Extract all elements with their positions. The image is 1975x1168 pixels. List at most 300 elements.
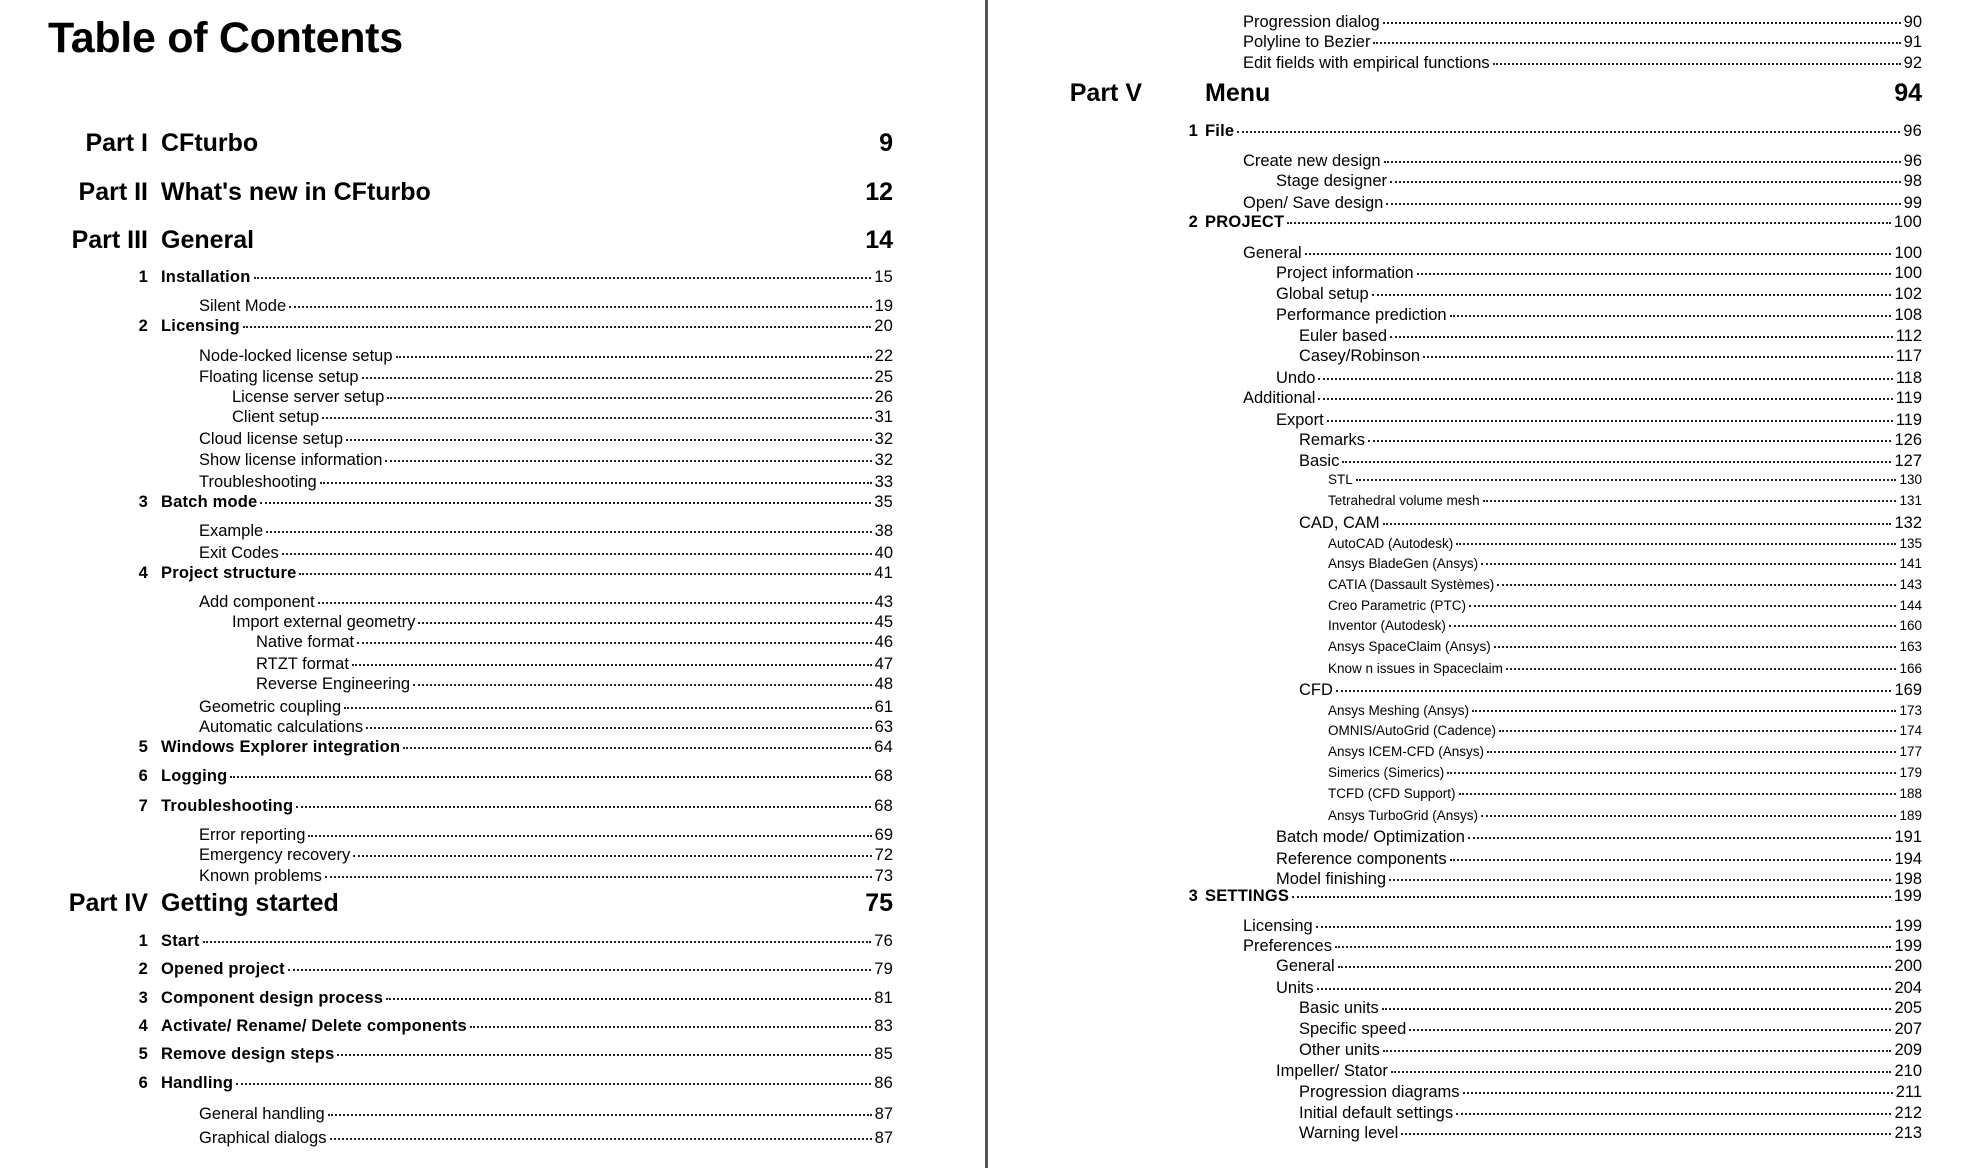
entry-title: Emergency recovery [199, 846, 351, 864]
toc-entry[interactable] [1276, 409, 1922, 431]
entry-title: Add component [199, 593, 315, 611]
entry-title: Ansys TurboGrid (Ansys) [1328, 808, 1479, 823]
dot-leader [230, 776, 871, 778]
dot-leader [337, 1054, 871, 1056]
entry-title: Know n issues in Spaceclaim [1328, 661, 1503, 676]
toc-entry[interactable] [1328, 785, 1922, 803]
page-number: 32 [874, 451, 893, 469]
toc-entry[interactable] [232, 386, 893, 408]
toc-entry[interactable] [199, 295, 893, 317]
toc-chapter-entry[interactable] [138, 765, 893, 787]
toc-entry[interactable] [256, 631, 893, 653]
page-number: 130 [1899, 472, 1922, 487]
chapter-number: 4 [138, 1017, 148, 1035]
toc-part-entry[interactable] [68, 887, 893, 919]
dot-leader [1237, 131, 1900, 133]
entry-title: Open/ Save design [1243, 194, 1384, 212]
toc-entry[interactable] [1328, 660, 1922, 678]
page-number: 46 [874, 633, 893, 651]
dot-leader [1497, 584, 1896, 586]
dot-leader [1456, 543, 1896, 545]
entry-title: Basic [1299, 452, 1340, 470]
toc-entry[interactable] [1276, 1060, 1922, 1082]
toc-entry[interactable] [1328, 576, 1922, 594]
dot-leader [386, 998, 871, 1000]
page-number: 132 [1894, 514, 1922, 532]
page-number: 40 [874, 544, 893, 562]
toc-entry[interactable] [1299, 1039, 1922, 1061]
page-number: 69 [874, 826, 893, 844]
chapter-number: 1 [138, 268, 148, 286]
toc-part-entry[interactable] [78, 176, 893, 208]
page-number: 199 [1893, 887, 1922, 905]
toc-entry[interactable] [1276, 977, 1922, 999]
toc-entry[interactable] [1299, 997, 1922, 1019]
toc-entry[interactable] [232, 611, 893, 633]
entry-title: Batch mode/ Optimization [1276, 828, 1465, 846]
page-number: 73 [874, 867, 893, 885]
dot-leader [1318, 398, 1892, 400]
dot-leader [308, 835, 871, 837]
entry-title: Specific speed [1299, 1020, 1407, 1038]
toc-chapter-entry[interactable] [138, 736, 893, 758]
dot-leader [1292, 896, 1891, 898]
page-number: 22 [874, 347, 893, 365]
entry-title: Opened project [161, 960, 285, 978]
dot-leader [1481, 815, 1896, 817]
page-number: 143 [1899, 577, 1922, 592]
entry-title: Error reporting [199, 826, 306, 844]
toc-entry[interactable] [1328, 617, 1922, 635]
toc-entry[interactable] [199, 696, 893, 718]
dot-leader [346, 439, 872, 441]
entry-title: CATIA (Dassault Systèmes) [1328, 577, 1495, 592]
entry-title: Warning level [1299, 1124, 1399, 1142]
page-number: 212 [1894, 1104, 1922, 1122]
page-number: 45 [874, 613, 893, 631]
dot-leader [325, 876, 872, 878]
toc-entry[interactable] [199, 865, 893, 887]
entry-title: Undo [1276, 369, 1316, 387]
dot-leader [1356, 479, 1897, 481]
entry-title: Show license information [199, 451, 383, 469]
toc-entry[interactable] [1328, 555, 1922, 573]
dot-leader [1487, 751, 1896, 753]
entry-title: Tetrahedral volume mesh [1328, 493, 1480, 508]
chapter-number: 2 [138, 960, 148, 978]
dot-leader [1316, 926, 1892, 928]
toc-entry[interactable] [199, 520, 893, 542]
chapter-number: 1 [138, 932, 148, 950]
entry-title: Euler based [1299, 327, 1388, 345]
entry-title: Model finishing [1276, 870, 1387, 888]
page-number: 119 [1895, 411, 1922, 429]
entry-title: Remarks [1299, 431, 1366, 449]
dot-leader [1383, 22, 1901, 24]
toc-entry[interactable] [1328, 722, 1922, 740]
toc-entry[interactable] [1243, 52, 1922, 74]
entry-title: Impeller/ Stator [1276, 1062, 1388, 1080]
entry-title: OMNIS/AutoGrid (Cadence) [1328, 723, 1497, 738]
chapter-number: 4 [138, 564, 148, 582]
page-number: 14 [865, 226, 893, 254]
toc-chapter-entry[interactable] [1188, 211, 1922, 233]
toc-entry[interactable] [1299, 450, 1922, 472]
toc-entry[interactable] [1243, 387, 1922, 409]
entry-title: Reverse Engineering [256, 675, 411, 693]
dot-leader [296, 806, 871, 808]
page-number: 68 [874, 767, 893, 785]
dot-leader [385, 460, 871, 462]
entry-title: Known problems [199, 867, 322, 885]
part-number: Part I [85, 129, 148, 157]
entry-title: Getting started [161, 889, 339, 917]
page-number: 91 [1903, 33, 1922, 51]
toc-entry[interactable] [199, 428, 893, 450]
toc-chapter-entry[interactable] [138, 930, 893, 952]
toc-entry[interactable] [1299, 325, 1922, 347]
page-number: 26 [874, 388, 893, 406]
entry-title: License server setup [232, 388, 385, 406]
toc-entry[interactable] [1328, 638, 1922, 656]
toc-entry[interactable] [199, 449, 893, 471]
page-number: 100 [1893, 213, 1922, 231]
dot-leader [289, 306, 872, 308]
toc-entry[interactable] [1243, 150, 1922, 172]
page-number: 211 [1895, 1083, 1922, 1101]
toc-chapter-entry[interactable] [138, 315, 893, 337]
toc-entry[interactable] [199, 366, 893, 388]
dot-leader [1417, 273, 1892, 275]
page-number: 189 [1899, 808, 1922, 823]
page-number: 86 [874, 1074, 893, 1092]
dot-leader [1383, 523, 1892, 525]
toc-entry[interactable] [199, 824, 893, 846]
toc-entry[interactable] [1328, 807, 1922, 825]
toc-entry[interactable] [1276, 848, 1922, 870]
entry-title: CFturbo [161, 129, 259, 157]
page-number: 87 [874, 1105, 893, 1123]
entry-title: Additional [1243, 389, 1316, 407]
toc-entry[interactable] [1276, 283, 1922, 305]
toc-entry[interactable] [199, 716, 893, 738]
toc-entry[interactable] [1328, 492, 1922, 510]
toc-part-entry[interactable] [71, 224, 893, 256]
toc-chapter-entry[interactable] [1188, 885, 1922, 907]
chapter-number: 3 [138, 989, 148, 1007]
entry-title: Progression dialog [1243, 13, 1380, 31]
page-number: 68 [874, 797, 893, 815]
entry-title: Simerics (Simerics) [1328, 765, 1445, 780]
toc-entry[interactable] [1299, 1102, 1922, 1124]
page-number: 15 [874, 268, 893, 286]
page-number: 127 [1894, 452, 1922, 470]
toc-entry[interactable] [1276, 367, 1922, 389]
dot-leader [1372, 294, 1892, 296]
entry-title: Inventor (Autodesk) [1328, 618, 1446, 633]
toc-chapter-entry[interactable] [138, 795, 893, 817]
dot-leader [1338, 966, 1892, 968]
page-number: 198 [1894, 870, 1922, 888]
toc-part-entry[interactable] [1069, 77, 1922, 109]
toc-entry[interactable] [1243, 915, 1922, 937]
toc-chapter-entry[interactable] [138, 1015, 893, 1037]
toc-entry[interactable] [1243, 935, 1922, 957]
toc-part-entry[interactable] [85, 127, 893, 159]
toc-entry[interactable] [1328, 597, 1922, 615]
toc-chapter-entry[interactable] [138, 1043, 893, 1065]
toc-entry[interactable] [1243, 242, 1922, 264]
entry-title: Edit fields with empirical functions [1243, 54, 1490, 72]
page-number: 79 [874, 960, 893, 978]
entry-title: Geometric coupling [199, 698, 342, 716]
dot-leader [1386, 203, 1900, 205]
entry-title: Project information [1276, 264, 1414, 282]
dot-leader [366, 727, 871, 729]
toc-chapter-entry[interactable] [138, 987, 893, 1009]
page-number: 83 [874, 1017, 893, 1035]
page-number: 48 [874, 675, 893, 693]
dot-leader [1391, 1071, 1892, 1073]
dot-leader [1463, 1092, 1893, 1094]
page-number: 92 [1903, 54, 1922, 72]
toc-chapter-entry[interactable] [138, 491, 893, 513]
page-number: 19 [874, 297, 893, 315]
dot-leader [1382, 1008, 1892, 1010]
dot-leader [396, 356, 872, 358]
entry-title: PROJECT [1205, 213, 1285, 231]
dot-leader [1383, 1050, 1892, 1052]
dot-leader [344, 707, 871, 709]
toc-entry[interactable] [1276, 262, 1922, 284]
toc-entry[interactable] [1276, 826, 1922, 848]
toc-entry[interactable] [1243, 11, 1922, 33]
entry-title: Creo Parametric (PTC) [1328, 598, 1467, 613]
dot-leader [1469, 605, 1896, 607]
page-number: 199 [1894, 917, 1922, 935]
dot-leader [357, 642, 872, 644]
toc-chapter-entry[interactable] [138, 958, 893, 980]
page-number: 63 [874, 718, 893, 736]
entry-title: Batch mode [161, 493, 258, 511]
chapter-number: 3 [1188, 887, 1198, 905]
part-number: Part III [71, 226, 148, 254]
dot-leader [243, 326, 871, 328]
chapter-number: 1 [1188, 122, 1198, 140]
entry-title: Start [161, 932, 200, 950]
entry-title: Licensing [1243, 917, 1313, 935]
entry-title: Exit Codes [199, 544, 279, 562]
toc-entry[interactable] [1299, 429, 1922, 451]
dot-leader [236, 1083, 871, 1085]
page-title: Table of Contents [48, 14, 403, 62]
dot-leader [418, 622, 871, 624]
toc-entry[interactable] [1276, 304, 1922, 326]
dot-leader [1409, 1029, 1891, 1031]
entry-title: Global setup [1276, 285, 1369, 303]
page-number: 25 [874, 368, 893, 386]
entry-title: TCFD (CFD Support) [1328, 786, 1456, 801]
page-number: 141 [1899, 556, 1922, 571]
page-number: 204 [1894, 979, 1922, 997]
chapter-number: 6 [138, 767, 148, 785]
entry-title: Activate/ Rename/ Delete components [161, 1017, 467, 1035]
toc-entry[interactable] [199, 844, 893, 866]
entry-title: CAD, CAM [1299, 514, 1380, 532]
dot-leader [1506, 668, 1897, 670]
page-number: 96 [1903, 122, 1922, 140]
toc-entry[interactable] [1299, 345, 1922, 367]
dot-leader [282, 553, 872, 555]
page-number: 194 [1894, 850, 1922, 868]
page-number: 131 [1899, 493, 1922, 508]
page-number: 98 [1903, 172, 1922, 190]
dot-leader [320, 482, 872, 484]
dot-leader [1481, 563, 1896, 565]
dot-leader [1384, 161, 1901, 163]
entry-title: Initial default settings [1299, 1104, 1454, 1122]
dot-leader [413, 684, 872, 686]
part-number: Part IV [68, 889, 148, 917]
entry-title: Stage designer [1276, 172, 1387, 190]
dot-leader [318, 602, 872, 604]
toc-entry[interactable] [1276, 170, 1922, 192]
page-number: 112 [1895, 327, 1922, 345]
toc-entry[interactable] [256, 673, 893, 695]
entry-title: Export [1276, 411, 1324, 429]
dot-leader [1287, 222, 1891, 224]
entry-title: Basic units [1299, 999, 1379, 1017]
entry-title: Example [199, 522, 264, 540]
toc-entry[interactable] [1328, 471, 1922, 489]
entry-title: AutoCAD (Autodesk) [1328, 536, 1454, 551]
entry-title: Troubleshooting [161, 797, 294, 815]
entry-title: Ansys Meshing (Ansys) [1328, 703, 1470, 718]
entry-title: Menu [1205, 79, 1271, 107]
page-number: 166 [1899, 661, 1922, 676]
page-number: 38 [874, 522, 893, 540]
toc-entry[interactable] [199, 1103, 893, 1125]
dot-leader [1317, 988, 1892, 990]
dot-leader [470, 1026, 871, 1028]
toc-entry[interactable] [199, 471, 893, 493]
part-number: Part II [78, 178, 148, 206]
toc-chapter-entry[interactable] [138, 1072, 893, 1094]
entry-title: Ansys SpaceClaim (Ansys) [1328, 639, 1491, 654]
dot-leader [387, 397, 871, 399]
entry-title: Progression diagrams [1299, 1083, 1460, 1101]
toc-entry[interactable] [1299, 1122, 1922, 1144]
toc-entry[interactable] [1328, 702, 1922, 720]
page-number: 177 [1899, 744, 1922, 759]
toc-entry[interactable] [1328, 535, 1922, 553]
entry-title: Ansys BladeGen (Ansys) [1328, 556, 1479, 571]
dot-leader [330, 1138, 872, 1140]
dot-leader [1459, 793, 1897, 795]
entry-title: Polyline to Bezier [1243, 33, 1371, 51]
page-number: 173 [1899, 703, 1922, 718]
dot-leader [1494, 646, 1897, 648]
dot-leader [1327, 420, 1893, 422]
chapter-number: 7 [138, 797, 148, 815]
dot-leader [260, 502, 871, 504]
toc-entry[interactable] [1243, 31, 1922, 53]
entry-title: File [1205, 122, 1235, 140]
toc-entry[interactable] [199, 591, 893, 613]
part-number: Part V [1069, 79, 1142, 107]
dot-leader [203, 941, 872, 943]
dot-leader [328, 1114, 872, 1116]
toc-entry[interactable] [232, 406, 893, 428]
entry-title: General [161, 226, 255, 254]
toc-entry[interactable] [199, 1127, 893, 1149]
page-number: 100 [1894, 264, 1922, 282]
page-number: 85 [874, 1045, 893, 1063]
entry-title: STL [1328, 472, 1353, 487]
page-number: 160 [1899, 618, 1922, 633]
dot-leader [1468, 837, 1892, 839]
toc-chapter-entry[interactable] [138, 266, 893, 288]
dot-leader [352, 664, 872, 666]
toc-chapter-entry[interactable] [1188, 120, 1922, 142]
page-number: 64 [874, 738, 893, 756]
toc-entry[interactable] [1299, 1081, 1922, 1103]
entry-title: Node-locked license setup [199, 347, 393, 365]
dot-leader [353, 855, 871, 857]
entry-title: Licensing [161, 317, 240, 335]
entry-title: RTZT format [256, 655, 349, 673]
entry-title: Troubleshooting [199, 473, 317, 491]
page-number: 135 [1899, 536, 1922, 551]
chapter-number: 3 [138, 493, 148, 511]
dot-leader [1450, 859, 1892, 861]
entry-title: General [1243, 244, 1302, 262]
toc-entry[interactable] [1328, 764, 1922, 782]
entry-title: Floating license setup [199, 368, 359, 386]
page-number: 20 [874, 317, 893, 335]
dot-leader [1483, 500, 1897, 502]
dot-leader [1368, 440, 1891, 442]
dot-leader [1389, 879, 1891, 881]
page-number: 179 [1899, 765, 1922, 780]
toc-entry[interactable] [199, 345, 893, 367]
entry-title: Other units [1299, 1041, 1380, 1059]
dot-leader [403, 747, 871, 749]
toc-entry[interactable] [199, 542, 893, 564]
toc-entry[interactable] [256, 653, 893, 675]
dot-leader [288, 969, 871, 971]
toc-entry[interactable] [1276, 955, 1922, 977]
toc-chapter-entry[interactable] [138, 562, 893, 584]
page-number: 200 [1894, 957, 1922, 975]
toc-entry[interactable] [1328, 743, 1922, 761]
entry-title: Create new design [1243, 152, 1381, 170]
page-number: 31 [874, 408, 893, 426]
toc-entry[interactable] [1299, 679, 1922, 701]
page-number: 43 [874, 593, 893, 611]
dot-leader [1499, 730, 1896, 732]
page-number: 32 [874, 430, 893, 448]
page-number: 174 [1899, 723, 1922, 738]
entry-title: Silent Mode [199, 297, 287, 315]
dot-leader [1390, 336, 1893, 338]
page-number: 191 [1894, 828, 1922, 846]
entry-title: Units [1276, 979, 1314, 997]
entry-title: General handling [199, 1105, 325, 1123]
toc-entry[interactable] [1299, 1018, 1922, 1040]
toc-entry[interactable] [1299, 512, 1922, 534]
page-number: 75 [865, 889, 893, 917]
